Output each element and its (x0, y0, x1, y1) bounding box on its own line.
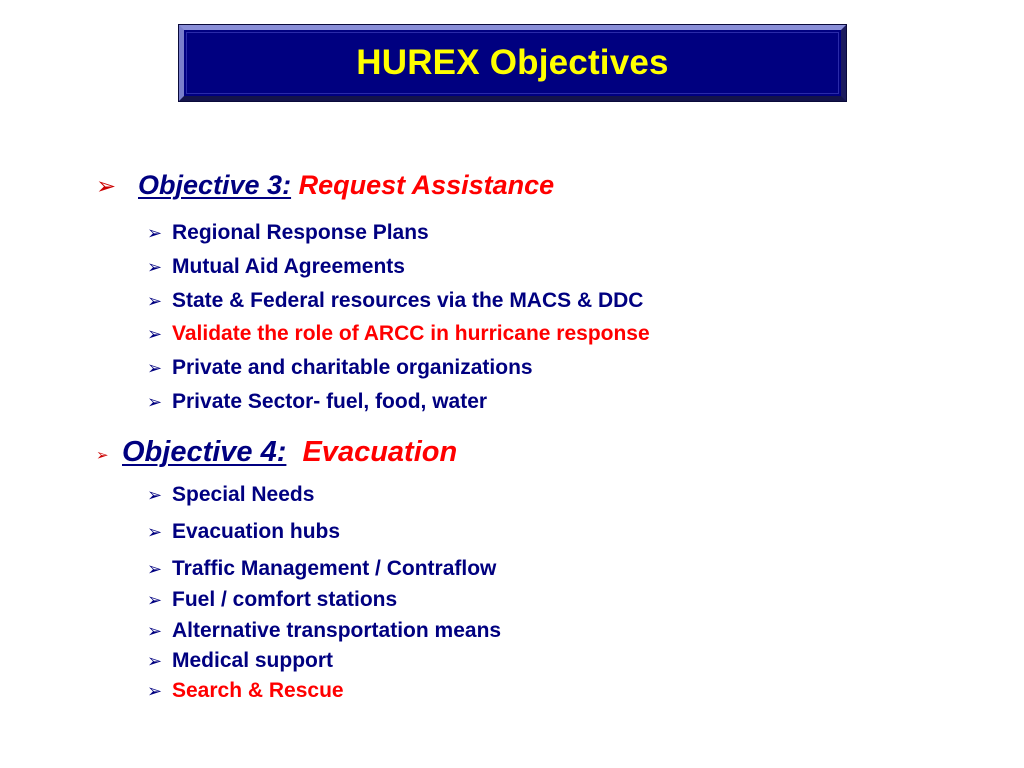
arrow-bullet-icon: ➢ (147, 324, 163, 344)
arrow-bullet-icon: ➢ (147, 485, 163, 505)
list-item: ➢ Special Needs (147, 483, 315, 506)
arrow-bullet-icon: ➢ (147, 358, 163, 378)
objective-3-title: Request Assistance (298, 170, 555, 200)
objective-3-label: Objective 3: (138, 170, 292, 200)
list-item: ➢ State & Federal resources via the MACS & DDC (147, 289, 644, 312)
arrow-bullet-icon: ➢ (147, 223, 163, 243)
arrow-bullet-icon: ➢ (147, 651, 163, 671)
arrow-bullet-icon: ➢ (147, 681, 163, 701)
list-item: ➢ Traffic Management / Contraflow (147, 557, 497, 580)
arrow-bullet-icon: ➢ (147, 621, 163, 641)
arrow-bullet-icon: ➢ (147, 291, 163, 311)
list-item: ➢ Medical support (147, 649, 334, 672)
slide-title: HUREX Objectives (356, 43, 669, 82)
list-item: ➢ Validate the role of ARCC in hurricane response (147, 322, 650, 345)
arrow-bullet-icon: ➢ (96, 447, 109, 464)
arrow-bullet-icon: ➢ (147, 559, 163, 579)
objective-4-label: Objective 4: (122, 436, 287, 468)
objective-4-title: Evacuation (302, 436, 458, 468)
arrow-bullet-icon: ➢ (147, 392, 163, 412)
list-item: ➢ Alternative transportation means (147, 619, 502, 642)
list-item: ➢ Private and charitable organizations (147, 356, 533, 379)
title-banner (179, 25, 846, 101)
list-item: ➢ Evacuation hubs (147, 520, 341, 543)
list-item: ➢ Search & Rescue (147, 679, 344, 702)
arrow-bullet-icon: ➢ (147, 522, 163, 542)
list-item: ➢ Fuel / comfort stations (147, 588, 398, 611)
arrow-bullet-icon: ➢ (96, 173, 117, 200)
list-item: ➢ Private Sector- fuel, food, water (147, 390, 488, 413)
arrow-bullet-icon: ➢ (147, 257, 163, 277)
list-item: ➢ Regional Response Plans (147, 221, 429, 244)
list-item: ➢ Mutual Aid Agreements (147, 255, 405, 278)
title-banner-inner (186, 32, 839, 94)
arrow-bullet-icon: ➢ (147, 590, 163, 610)
